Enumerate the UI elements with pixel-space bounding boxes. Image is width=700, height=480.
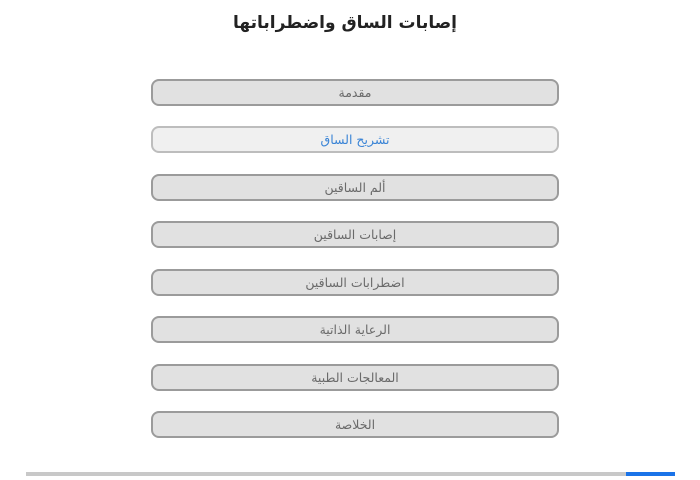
menu-item-medical-treatments[interactable]: المعالجات الطبية <box>151 364 559 391</box>
menu-item-self-care[interactable]: الرعاية الذاتية <box>151 316 559 343</box>
page-title: إصابات الساق واضطراباتها <box>233 13 457 33</box>
menu-item-summary[interactable]: الخلاصة <box>151 411 559 438</box>
menu-item-leg-injuries[interactable]: إصابات الساقين <box>151 221 559 248</box>
menu-item-leg-disorders[interactable]: اضطرابات الساقين <box>151 269 559 296</box>
menu-item-leg-pain[interactable]: ألم الساقين <box>151 174 559 201</box>
progress-bar-fill <box>626 472 675 476</box>
progress-bar <box>26 472 675 476</box>
menu-item-introduction[interactable]: مقدمة <box>151 79 559 106</box>
menu-item-leg-anatomy[interactable]: تشريح الساق <box>151 126 559 153</box>
